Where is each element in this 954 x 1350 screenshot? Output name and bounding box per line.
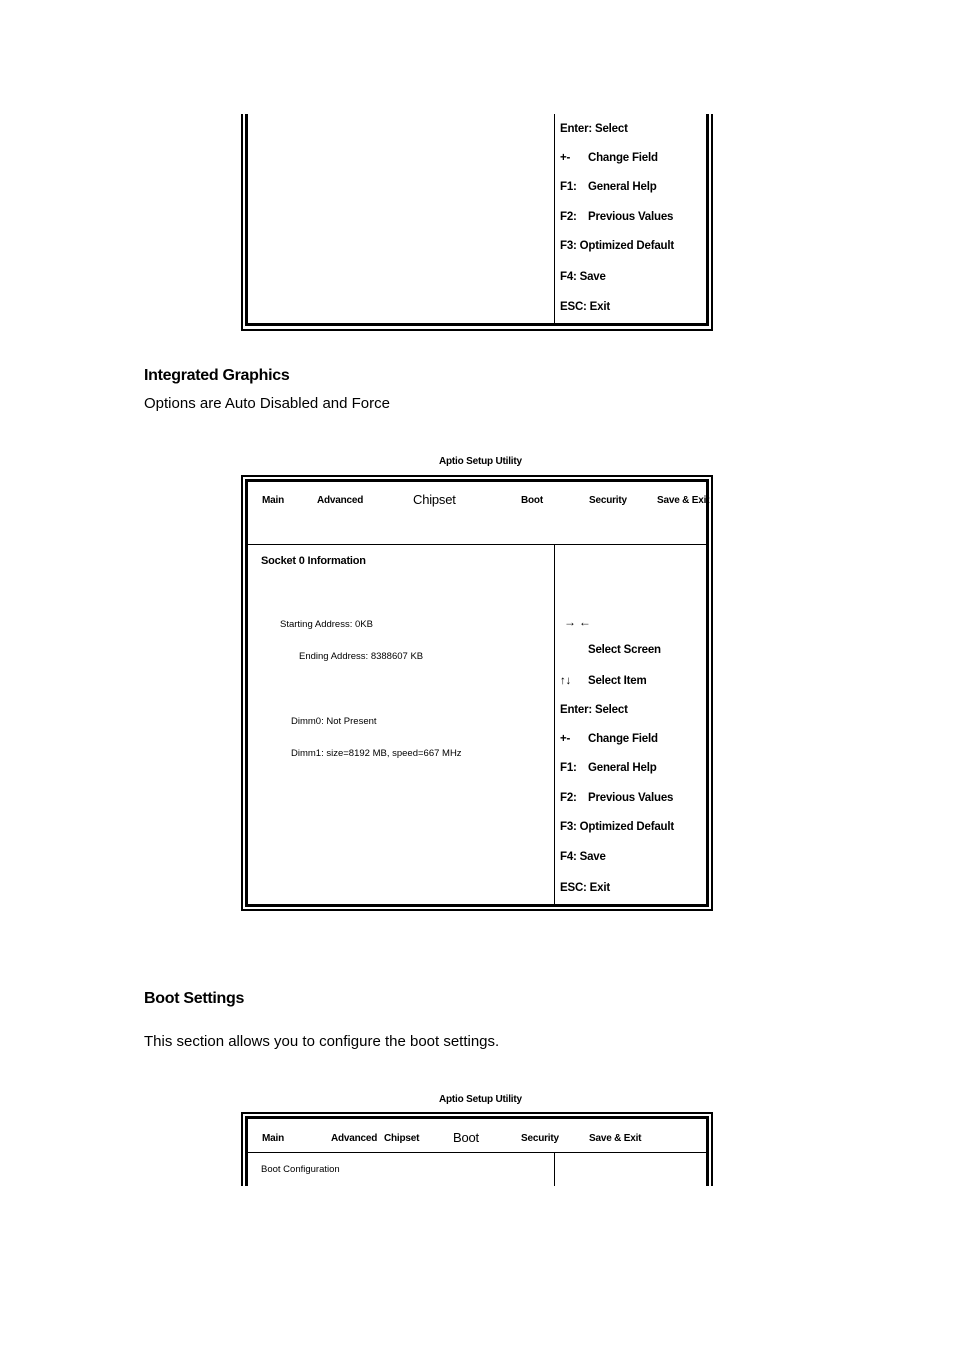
help-label: General Help	[588, 762, 657, 774]
help-enter: Enter: Select	[560, 123, 628, 135]
help-f3: F3: Optimized Default	[560, 240, 675, 252]
integrated-graphics-heading: Integrated Graphics	[144, 367, 290, 384]
boot-settings-heading: Boot Settings	[144, 990, 245, 1007]
arrows-up-down-icon: ↑↓	[560, 675, 572, 687]
help-f2	[560, 792, 673, 804]
tab-chipset[interactable]: Chipset	[413, 492, 456, 507]
help-key: F2:	[560, 211, 577, 223]
help-f1	[560, 181, 657, 193]
tab-boot[interactable]: Boot	[521, 495, 543, 506]
help-label: General Help	[588, 181, 657, 193]
tab-save-exit[interactable]: Save & Exit	[589, 1133, 642, 1144]
help-key: F1:	[560, 181, 577, 193]
tab-main[interactable]: Main	[262, 1133, 284, 1144]
starting-address: Starting Address: 0KB	[280, 619, 373, 630]
dimm0-info: Dimm0: Not Present	[291, 716, 377, 727]
tab-boot[interactable]: Boot	[453, 1130, 479, 1145]
help-f4: F4: Save	[560, 851, 606, 863]
help-key: +-	[560, 733, 571, 745]
utility-title: Aptio Setup Utility	[439, 1094, 522, 1105]
help-select-item	[560, 675, 647, 687]
tab-save-exit[interactable]: Save & Exit	[657, 495, 710, 506]
help-f4: F4: Save	[560, 271, 606, 283]
help-f3: F3: Optimized Default	[560, 821, 675, 833]
boot-settings-text: This section allows you to configure the boot settings.	[144, 1033, 500, 1050]
help-key: F1:	[560, 762, 577, 774]
ending-address: Ending Address: 8388607 KB	[299, 651, 424, 662]
integrated-graphics-text: Options are Auto Disabled and Force	[144, 395, 390, 412]
tab-main[interactable]: Main	[262, 495, 284, 506]
help-label: Change Field	[588, 733, 658, 745]
help-label: Select Item	[588, 675, 647, 687]
utility-title: Aptio Setup Utility	[439, 456, 522, 467]
help-enter: Enter: Select	[560, 704, 628, 716]
help-key: +-	[560, 152, 571, 164]
section-title: Boot Configuration	[261, 1164, 340, 1175]
tab-advanced[interactable]: Advanced	[317, 495, 364, 506]
help-label: Previous Values	[588, 792, 674, 804]
help-change-field	[560, 152, 658, 164]
dimm1-info: Dimm1: size=8192 MB, speed=667 MHz	[291, 748, 462, 759]
help-label: Previous Values	[588, 211, 674, 223]
tab-security[interactable]: Security	[521, 1133, 559, 1144]
help-esc: ESC: Exit	[560, 301, 610, 313]
help-esc: ESC: Exit	[560, 882, 610, 894]
tab-advanced[interactable]: Advanced	[331, 1133, 378, 1144]
tab-chipset[interactable]: Chipset	[384, 1133, 420, 1144]
help-f2	[560, 211, 673, 223]
section-title: Socket 0 Information	[261, 555, 366, 567]
help-change-field	[560, 733, 658, 745]
arrows-left-right-icon: → ←	[564, 615, 591, 629]
help-select-screen: Select Screen	[588, 644, 661, 656]
help-key: F2:	[560, 792, 577, 804]
help-label: Change Field	[588, 152, 658, 164]
help-f1	[560, 762, 657, 774]
tab-security[interactable]: Security	[589, 495, 627, 506]
